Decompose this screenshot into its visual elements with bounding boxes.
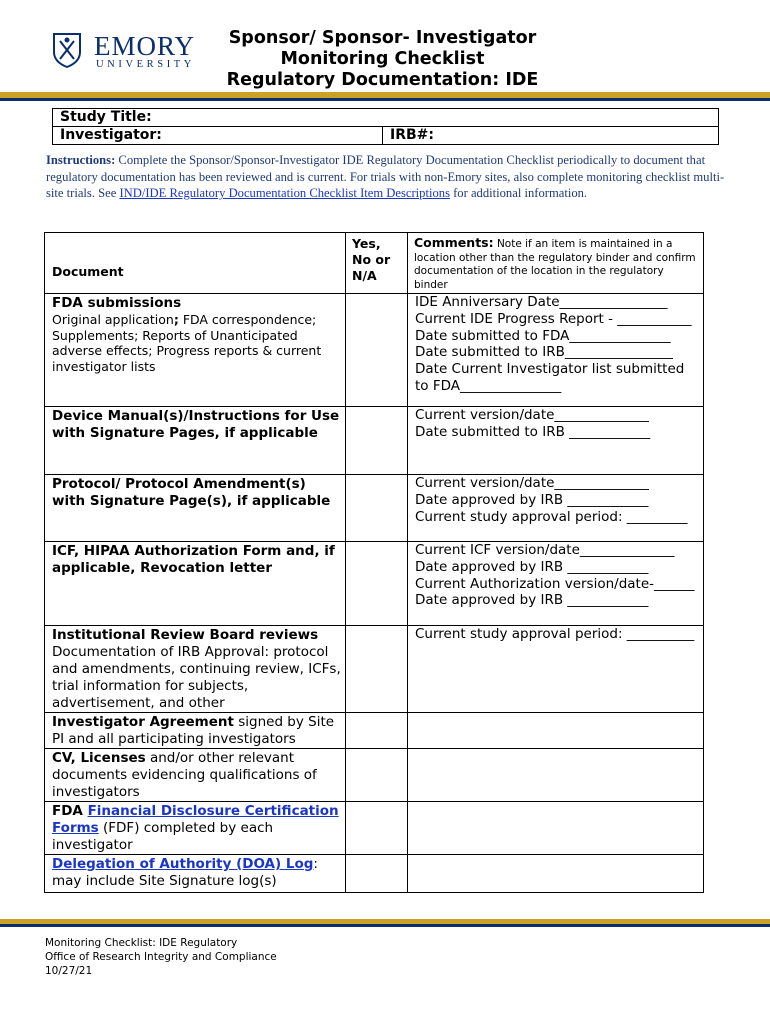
instructions-label: Instructions: [46,153,116,167]
comment-line: Date submitted to FDA_______________ [415,327,671,344]
study-title-field[interactable] [53,109,719,127]
irb-label: IRB#: [390,127,434,143]
document-cell [45,713,346,749]
comment-line: Date submitted to IRB ____________ [415,423,651,440]
document-column-header: Document [45,233,346,294]
doc-description: FDA Financial Disclosure Certification Forms (FDF) completed by each investigator [52,803,339,853]
financial-disclosure-link[interactable]: Financial Disclosure Certification Forms [52,803,339,836]
yes-no-na-cell[interactable] [346,713,408,749]
yes-no-na-cell[interactable] [346,407,408,475]
instructions-text: Complete the Sponsor/Sponsor-Investigator IDE Regulatory Documentation Checklist periodically to document that regulatory documentation has been reviewed and is current. For trials with non-Emory sites, also complete monitoring checklist multi-site trials. See [46,153,725,201]
document-cell [45,802,346,855]
comments-cell[interactable] [408,294,704,407]
comment-line: IDE Anniversary Date________________ [415,294,668,310]
table-row [45,475,704,542]
document-cell [45,407,346,475]
comments-label: Comments: [414,235,494,250]
comment-line: Current study approval period: __________ [415,626,695,642]
comments-cell[interactable] [408,626,704,713]
document-cell [45,626,346,713]
doc-description: Investigator Agreement signed by Site PI and all participating investigators [52,714,335,747]
doc-heading: Institutional Review Board reviews [52,627,319,643]
table-row [45,802,704,855]
delegation-of-authority-link[interactable]: Delegation of Authority (DOA) Log [52,856,314,872]
instructions [46,152,726,202]
comment-line: Date approved by IRB ____________ [415,558,649,575]
yes-no-na-cell[interactable] [346,802,408,855]
comments-cell[interactable] [408,749,704,802]
doc-heading: Protocol/ Protocol Amendment(s) with Signature Page(s), if applicable [52,476,331,509]
yes-no-na-cell[interactable] [346,475,408,542]
doc-heading: Device Manual(s)/Instructions for Use with Signature Pages, if applicable [52,408,340,441]
footer-blue-band [0,924,770,927]
table-row [45,626,704,713]
comments-column-header [408,233,704,294]
table-row [45,713,704,749]
header-blue-band [0,98,770,101]
study-info-table [52,108,719,145]
comment-line: Current version/date______________ [415,475,649,491]
footer-line: Office of Research Integrity and Compliance [45,950,277,963]
emory-logo [50,30,196,72]
comments-cell[interactable] [408,475,704,542]
comment-line: Date submitted to IRB________________ [415,344,673,361]
document-cell [45,749,346,802]
footer-line: Monitoring Checklist: IDE Regulatory [45,937,238,949]
doc-description: Delegation of Authority (DOA) Log: may include Site Signature log(s) [52,856,318,889]
footer-line: 10/27/21 [45,964,93,977]
comment-line: Date approved by IRB ____________ [415,592,649,609]
comment-line: Current version/date______________ [415,407,649,423]
yes-no-na-cell[interactable] [346,626,408,713]
header-line: No or [352,252,391,267]
table-header-row [45,233,704,294]
comment-line: Date Current Investigator list submitted to FDA_______________ [415,361,685,394]
table-row [45,294,704,407]
comments-cell[interactable] [408,802,704,855]
yes-no-na-column-header [346,233,408,294]
comments-cell[interactable] [408,542,704,626]
yes-no-na-cell[interactable] [346,294,408,407]
document-cell [45,855,346,893]
comment-line: Current study approval period: _________ [415,508,688,525]
study-title-label: Study Title: [60,109,152,125]
instructions-text-end: for additional information. [449,186,588,201]
irb-number-field[interactable] [383,127,719,145]
header-line: Yes, [352,236,381,251]
doc-heading: ICF, HIPAA Authorization Form and, if applicable, Revocation letter [52,543,335,576]
document-cell [45,542,346,626]
investigator-field[interactable] [53,127,383,145]
logo-subtitle: UNIVERSITY [96,59,195,70]
table-row [45,749,704,802]
doc-description: Documentation of IRB Approval: protocol and amendments, continuing review, ICFs, trial information for subjects, advertisement, and other [52,644,341,711]
yes-no-na-cell[interactable] [346,749,408,802]
header-line: N/A [352,268,377,283]
investigator-label: Investigator: [60,127,162,143]
page-title [205,28,560,91]
comment-line: Current ICF version/date______________ [415,542,675,558]
table-row [45,542,704,626]
doc-heading: FDA submissions [52,295,182,311]
yes-no-na-cell[interactable] [346,542,408,626]
table-row [45,855,704,893]
document-cell [45,294,346,407]
comment-line: Date approved by IRB ____________ [415,491,649,508]
comment-line: Current Authorization version/date-______ [415,575,695,592]
comments-cell[interactable] [408,855,704,893]
comment-line: Current IDE Progress Report - ___________ [415,310,692,327]
logo-wordmark: EMORY [94,31,196,61]
comments-cell[interactable] [408,407,704,475]
checklist-table [44,232,704,893]
document-cell [45,475,346,542]
yes-no-na-cell[interactable] [346,855,408,893]
page-footer [45,937,277,978]
doc-description: CV, Licenses and/or other relevant documents evidencing qualifications of investigators [52,750,317,800]
emory-seal-icon [52,32,82,68]
table-row [45,407,704,475]
comments-cell[interactable] [408,713,704,749]
comments-note: Note if an item is maintained in a location other than the regulatory binder and confirm documentation of the location in the regulatory binder [414,238,696,291]
title-line: Sponsor/ Sponsor- Investigator [228,28,537,48]
doc-description: Original application; FDA correspondence; Supplements; Reports of Unanticipated adverse effects; Progress reports & current investigator lists [52,312,322,374]
title-line: Monitoring Checklist [280,49,485,69]
item-descriptions-link[interactable]: IND/IDE Regulatory Documentation Checklist Item Descriptions [119,186,450,201]
title-line: Regulatory Documentation: IDE [226,70,539,90]
